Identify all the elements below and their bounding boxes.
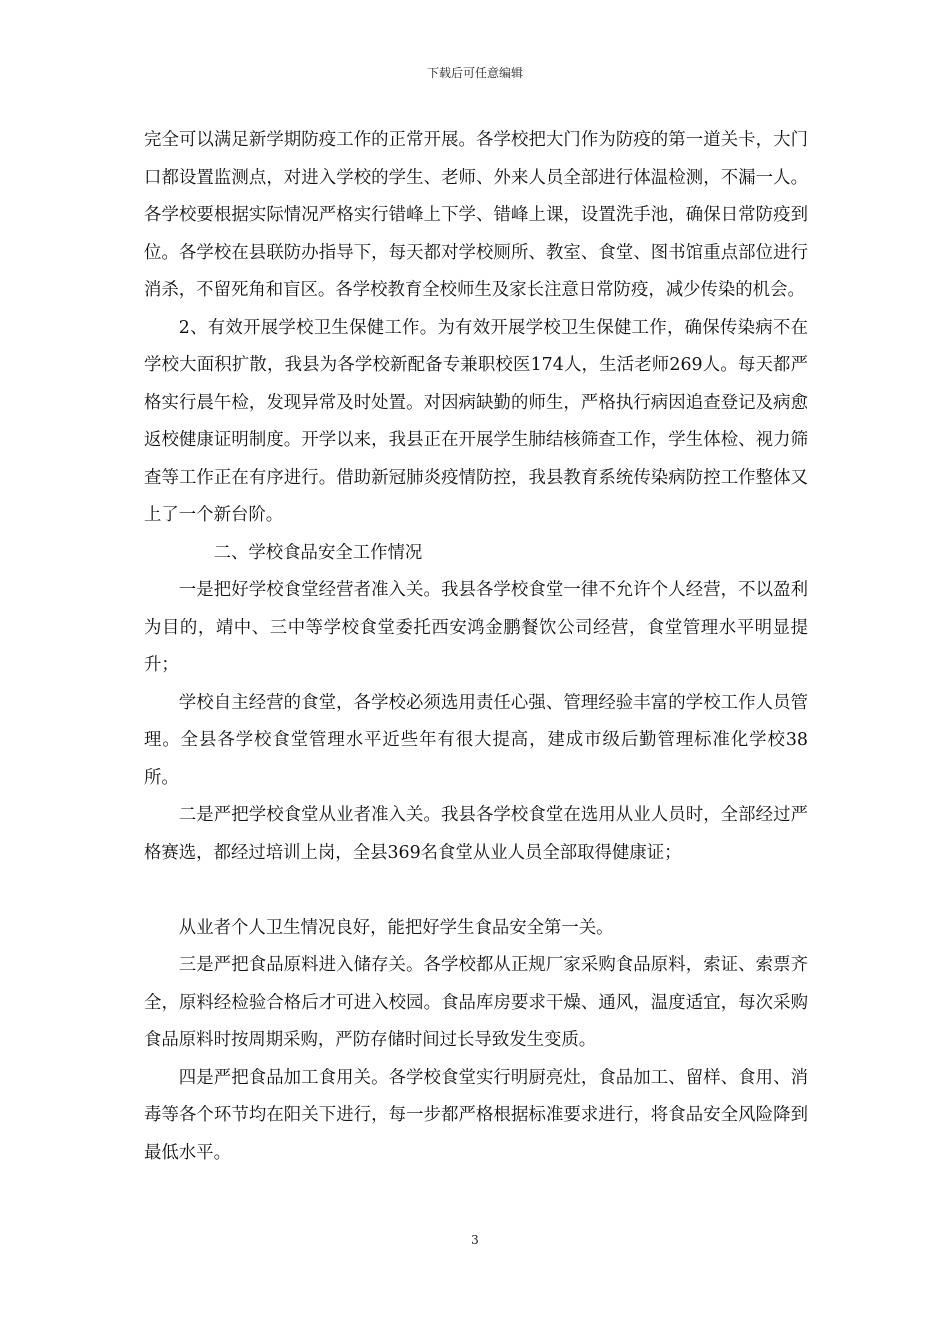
paragraph-operator-access: 一是把好学校食堂经营者准入关。我县各学校食堂一律不允许个人经营，不以盈利为目的，靖中、三中等学校食堂委托西安鸿金鹏餐饮公司经营，食堂管理水平明显提升；	[144, 580, 808, 675]
paragraph-health-care: 2、有效开展学校卫生保健工作。为有效开展学校卫生保健工作，确保传染病不在学校大面积扩散，我县为各学校新配备专兼职校医174人，生活老师269人。每天都严格实行晨午检，发现异常及时处置。对因病缺勤的师生，严格执行病因追查登记及病愈返校健康证明制度。开学以来，我县正在开展学生肺结核筛查工作，学生体检、视力筛查等工作正在有序进行。借助新冠肺炎疫情防控，我县教育系统传染病防控工作整体又上了一个新台阶。	[144, 317, 808, 525]
paragraph-staff-access: 二是严把学校食堂从业者准入关。我县各学校食堂在选用从业人员时，全部经过严格赛选，都经过培训上岗，全县369名食堂从业人员全部取得健康证；	[144, 805, 808, 863]
paragraph-raw-material-storage: 三是严把食品原料进入储存关。各学校都从正规厂家采购食品原料，索证、索票齐全，原料经检验合格后才可进入校园。食品库房要求干燥、通风，温度适宜，每次采购食品原料时按周期采购，严防存储时间过长导致发生变质。	[144, 955, 808, 1050]
page-header: 下载后可任意编辑	[426, 66, 523, 80]
paragraph-epidemic-gate: 完全可以满足新学期防疫工作的正常开展。各学校把大门作为防疫的第一道关卡，大门口都设置监测点，对进入学校的学生、老师、外来人员全部进行体温检测，不漏一人。各学校要根据实际情况严格实行错峰上下学、错峰上课，设置洗手池，确保日常防疫到位。各学校在县联防办指导下，每天都对学校厕所、教室、食堂、图书馆重点部位进行消杀，不留死角和盲区。各学校教育全校师生及家长注意日常防疫，减少传染的机会。	[144, 130, 808, 300]
paragraph-food-processing: 四是严把食品加工食用关。各学校食堂实行明厨亮灶，食品加工、留样、食用、消毒等各个环节均在阳关下进行，每一步都严格根据标准要求进行，将食品安全风险降到最低水平。	[144, 1067, 808, 1163]
section-heading-food-safety: 二、学校食品安全工作情况	[213, 542, 423, 563]
paragraph-staff-hygiene: 从业者个人卫生情况良好，能把好学生食品安全第一关。	[178, 917, 614, 938]
page-number: 3	[471, 1233, 479, 1247]
paragraph-self-operated-canteen: 学校自主经营的食堂，各学校必须选用责任心强、管理经验丰富的学校工作人员管理。全县各学校食堂管理水平近些年有很大提高，建成市级后勤管理标准化学校38所。	[144, 692, 808, 788]
document-body	[144, 122, 808, 1172]
